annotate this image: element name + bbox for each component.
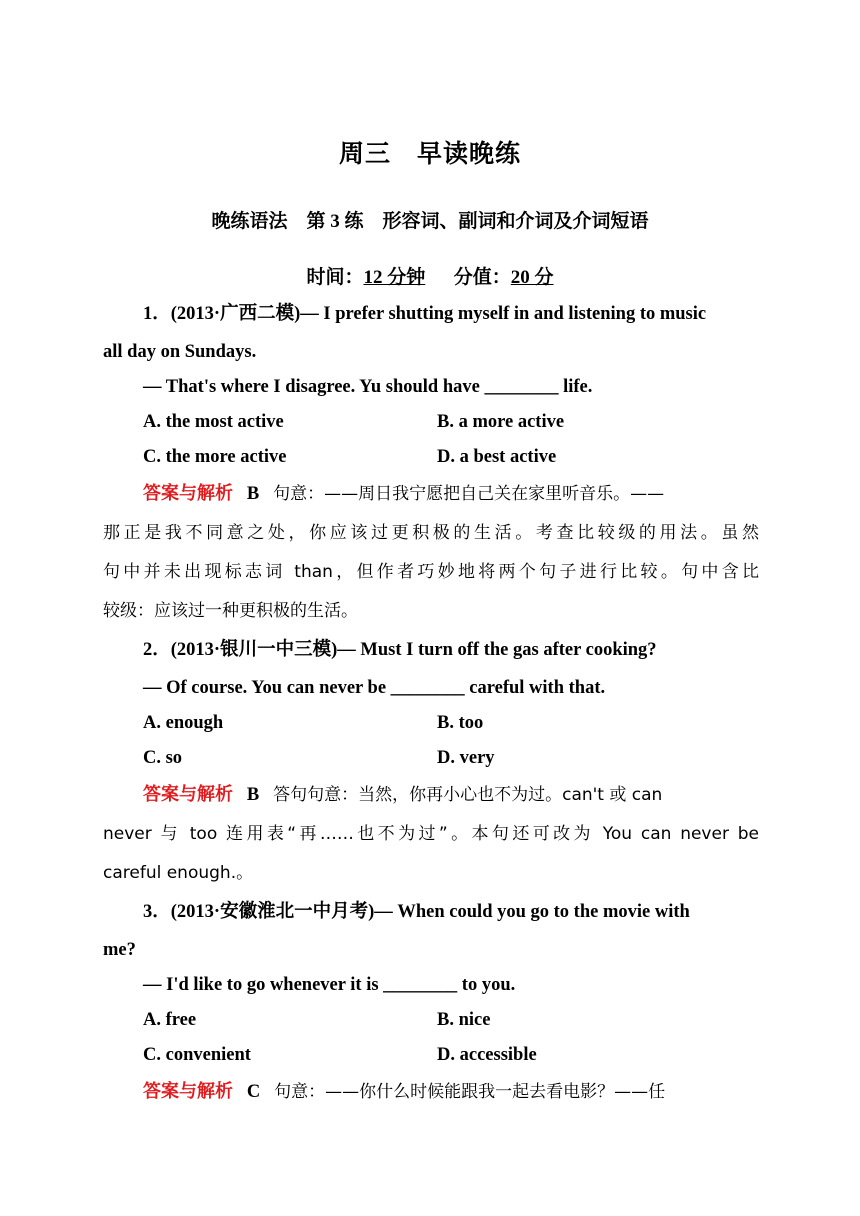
question-1-reply: — That's where I disagree. Yu should have ________ life.	[143, 377, 593, 397]
answer-label: 答案与解析	[143, 483, 233, 504]
question-3-answer	[143, 1080, 759, 1104]
score-label: 分值：	[453, 267, 511, 288]
question-number: 2．	[143, 640, 171, 660]
answer-letter: B	[246, 484, 260, 504]
time-value: 12 分钟	[363, 267, 426, 288]
explanation-text: 句意：——周日我宁愿把自己关在家里听音乐。——	[273, 484, 665, 504]
question-1-answer	[143, 482, 759, 506]
answer-label: 答案与解析	[143, 1081, 233, 1102]
score-value: 20 分	[510, 267, 554, 288]
question-1-stem	[143, 302, 799, 326]
question-2-explanation-line: careful enough.。	[103, 863, 254, 883]
question-1-stem-cont: all day on Sundays.	[103, 342, 257, 362]
page-subtitle: 晚练语法 第 3 练 形容词、副词和介词及介词短语	[211, 211, 649, 232]
question-3-option-b: B. nice	[437, 1010, 491, 1030]
question-3-stem-cont: me?	[103, 940, 136, 960]
question-1-explanation-line: 那正是我不同意之处，你应该过更积极的生活。考查比较级的用法。虽然	[103, 523, 759, 543]
question-1-option-d: D. a best active	[437, 447, 557, 467]
question-text: — Must I turn off the gas after cooking?	[337, 640, 657, 660]
time-label: 时间：	[306, 267, 364, 288]
question-3-reply: — I'd like to go whenever it is ________ to you.	[143, 975, 516, 995]
question-2-option-c: C. so	[143, 748, 183, 768]
question-1-explanation-line: 较级：应该过一种更积极的生活。	[103, 601, 358, 621]
question-2-stem	[143, 638, 799, 662]
answer-label: 答案与解析	[143, 784, 233, 805]
question-3-option-a: A. free	[143, 1010, 197, 1030]
question-source: (2013·广西二模)	[170, 304, 301, 324]
question-1-option-b: B. a more active	[437, 412, 565, 432]
question-text: — When could you go to the movie with	[374, 902, 690, 922]
question-3-option-c: C. convenient	[143, 1045, 251, 1065]
question-number: 1．	[143, 304, 171, 324]
time-score-bar	[0, 262, 860, 289]
explanation-text: 答句句意：当然，你再小心也不为过。can't 或 can	[273, 785, 663, 805]
question-1-explanation-line: 句中并未出现标志词 than，但作者巧妙地将两个句子进行比较。句中含比	[103, 562, 759, 582]
question-2-answer	[143, 783, 759, 807]
question-2-reply: — Of course. You can never be ________ careful with that.	[143, 678, 606, 698]
question-text: — I prefer shutting myself in and listening to music	[300, 304, 707, 324]
answer-letter: B	[246, 785, 260, 805]
page-title: 周三 早读晚练	[338, 141, 521, 168]
question-3-option-d: D. accessible	[437, 1045, 537, 1065]
answer-letter: C	[246, 1082, 261, 1102]
question-number: 3．	[143, 902, 171, 922]
question-1-option-a: A. the most active	[143, 412, 284, 432]
question-2-option-b: B. too	[437, 713, 484, 733]
question-3-stem	[143, 900, 759, 924]
question-source: (2013·安徽淮北一中月考)	[170, 902, 375, 922]
question-source: (2013·银川一中三模)	[170, 640, 338, 660]
question-2-option-a: A. enough	[143, 713, 224, 733]
explanation-text: 句意：——你什么时候能跟我一起去看电影？——任	[274, 1082, 666, 1102]
question-1-option-c: C. the more active	[143, 447, 287, 467]
question-2-explanation-line: never 与 too 连用表“再……也不为过”。本句还可改为 You can never be	[103, 824, 759, 844]
question-2-option-d: D. very	[437, 748, 495, 768]
